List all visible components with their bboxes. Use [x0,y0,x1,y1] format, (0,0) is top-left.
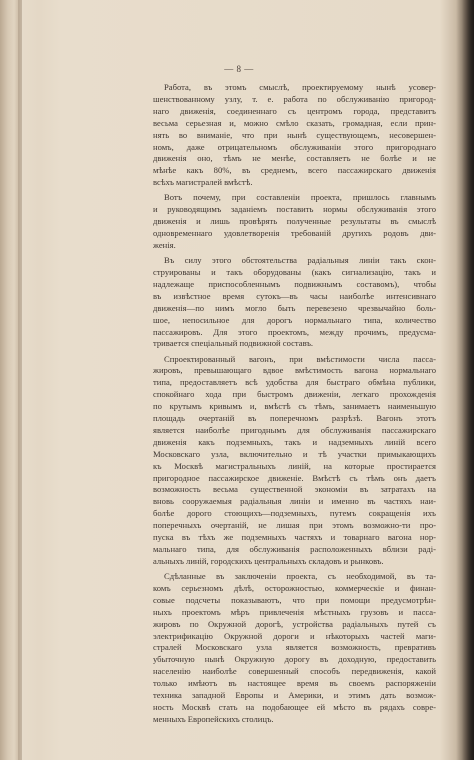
text-line: комъ серьезномъ дѣлѣ, осторожностью, коммерческіе и финан- [153,582,436,593]
text-line: жировъ, превышающаго вдвое вмѣстимость вагона нормальнаго [153,365,436,376]
text-line: альныхъ линій, городскихъ центральныхъ складовъ и рынковъ. [153,555,384,566]
paragraph [153,354,436,568]
text-line: совые подсчеты показываютъ, что при помощи предусмотрѣн- [153,594,436,605]
text-line: въ извѣстное время сутокъ—въ часы наиболѣе интенсивнаго [153,290,436,301]
text-line: шое, непосильное для дорогъ нормальнаго типа, количество [153,314,436,325]
text-line: поперечныхъ очертаній, не лишая при этомъ возможно-ти про- [153,520,436,531]
text-line: пассажировъ. Для этого проектомъ, между прочимъ, предусма- [153,326,436,337]
text-line: мальнаго типа, для обслуживанія расположенныхъ вблизи раді- [153,544,436,554]
text-line: ныхъ проектомъ мѣръ привлеченія мѣстныхъ грузовъ и пасса- [153,606,436,617]
text-line: мѣнѣе какъ 80%, въ среднемъ, всего пассажирскаго движенія [153,165,436,176]
text-line: спокойнаго хода при быстромъ движеніи, легкаго прохожденія [153,389,436,400]
text-line: Сдѣланные въ заключеніи проекта, съ необходимой, въ та- [164,571,436,581]
text-line: номъ, даже отрицательномъ обслуживаніи этого пригороднаго [153,141,436,152]
paragraph [153,82,436,189]
text-line: тривается спеціальный подвижной составъ. [153,338,314,349]
text-line: и руководящимъ заданіемъ поставить нормы обслуживанія этого [153,204,436,215]
text-line: возможность весьма существенной экономіи въ затратахъ на [153,484,436,495]
text-line: Работа, въ этомъ смыслѣ, проектируемому нынѣ усовер- [164,82,436,92]
text-line: весьма серьезная и, можно смѣло сказать, громадная, если прин- [153,117,436,128]
text-line: Спроектированный вагонъ, при вмѣстимости числа пасса- [164,353,436,364]
text-line: менныхъ Европейскихъ столицъ. [153,713,274,724]
text-line: только имѣютъ въ настоящее время въ своемъ распоряженіи [153,678,436,689]
text-line: ность Москвѣ стать на подобающее ей мѣсто въ рядахъ совре- [153,701,436,712]
right-edge-shadow [456,0,474,760]
text-line: Московскаго узла, включительно и тѣ участки примыкающихъ [153,448,436,459]
text-line: шенствованному узлу, т. е. работа по обслуживанію пригород- [153,93,436,104]
text-line: струированы и такъ оборудованы (какъ сигнализацію, такъ и [153,266,436,277]
text-line: одновременнаго удовлетворенія требованій другихъ родовъ дви- [153,228,436,239]
text-line: надлежаще приспособленнымъ подвижнымъ составомъ), чтобы [153,278,436,289]
text-line: женія. [153,239,176,250]
text-line: къ Москвѣ магистральныхъ линій, на которые простирается [153,460,436,471]
text-line: движенія какъ подземныхъ, такъ и надземныхъ линій всего [153,436,436,447]
text-line: болѣе дорого стоющихъ—подземныхъ, путемъ сокращенія ихъ [153,508,436,519]
text-line: является наиболѣе пригоднымъ для обслуживанія пассажирскаго [153,424,436,435]
text-line: Вотъ почему, при составленіи проекта, пришлось главнымъ [164,192,436,203]
page-number: — 8 — [224,64,254,74]
text-line: всѣхъ магистралей вмѣстѣ. [153,177,253,188]
text-line: типа, предоставляетъ всѣ удобства для быстраго обмѣна публики, [153,377,436,388]
paragraph [153,255,436,350]
text-line: площадь очертаній въ поперечномъ разрѣзѣ. Вагонъ этотъ [153,413,436,424]
text-line: по крутымъ кривымъ и, вмѣстѣ съ тѣмъ, занимаетъ наименьшую [153,401,436,412]
text-line: электрификацію Окружной дороги и нѣкоторыхъ частей маги- [153,630,436,641]
text-line: движенія оно, тѣмъ не менѣе, составляетъ не болѣе и не [153,153,436,164]
text-line: Въ силу этого обстоятельства радіальныя линіи такъ скон- [164,255,436,266]
text-line: наго движенія, соединеннаго съ центромъ города, представитъ [153,105,436,116]
text-line: движенія—по нимъ могло быть перевезено чрезвычайно боль- [153,302,436,313]
text-line: техника западной Европы и Америки, и этимъ дать возмож- [153,690,436,701]
document-page [22,0,456,760]
text-line: нять во вниманіе, что при нынѣ существующемъ, несовершен- [153,129,436,140]
body-text [153,82,436,729]
paragraph [153,192,436,252]
text-line: движенія и лишь провѣрять полученные результаты въ смыслѣ [153,216,436,227]
text-line: населенію наиболѣе совершенный способъ передвиженія, какой [153,666,436,677]
text-line: пуска въ тѣхъ же подземныхъ частяхъ и товарнаго вагона нор- [153,532,436,543]
text-line: пригородное пассажирское движеніе. Вмѣстѣ съ тѣмъ онъ даетъ [153,472,436,483]
text-line: убыточную нынѣ Окружную дорогу въ доходную, предоставить [153,654,436,665]
text-line: жировъ по Окружной дорогѣ, устройства радіальныхъ путей съ [153,618,436,629]
text-line: вновь сооружаемыя радіальныя линіи и именно въ частяхъ наи- [153,496,436,507]
text-line: стралей Московскаго узла является возможность, превративъ [153,642,436,653]
paragraph [153,571,436,726]
